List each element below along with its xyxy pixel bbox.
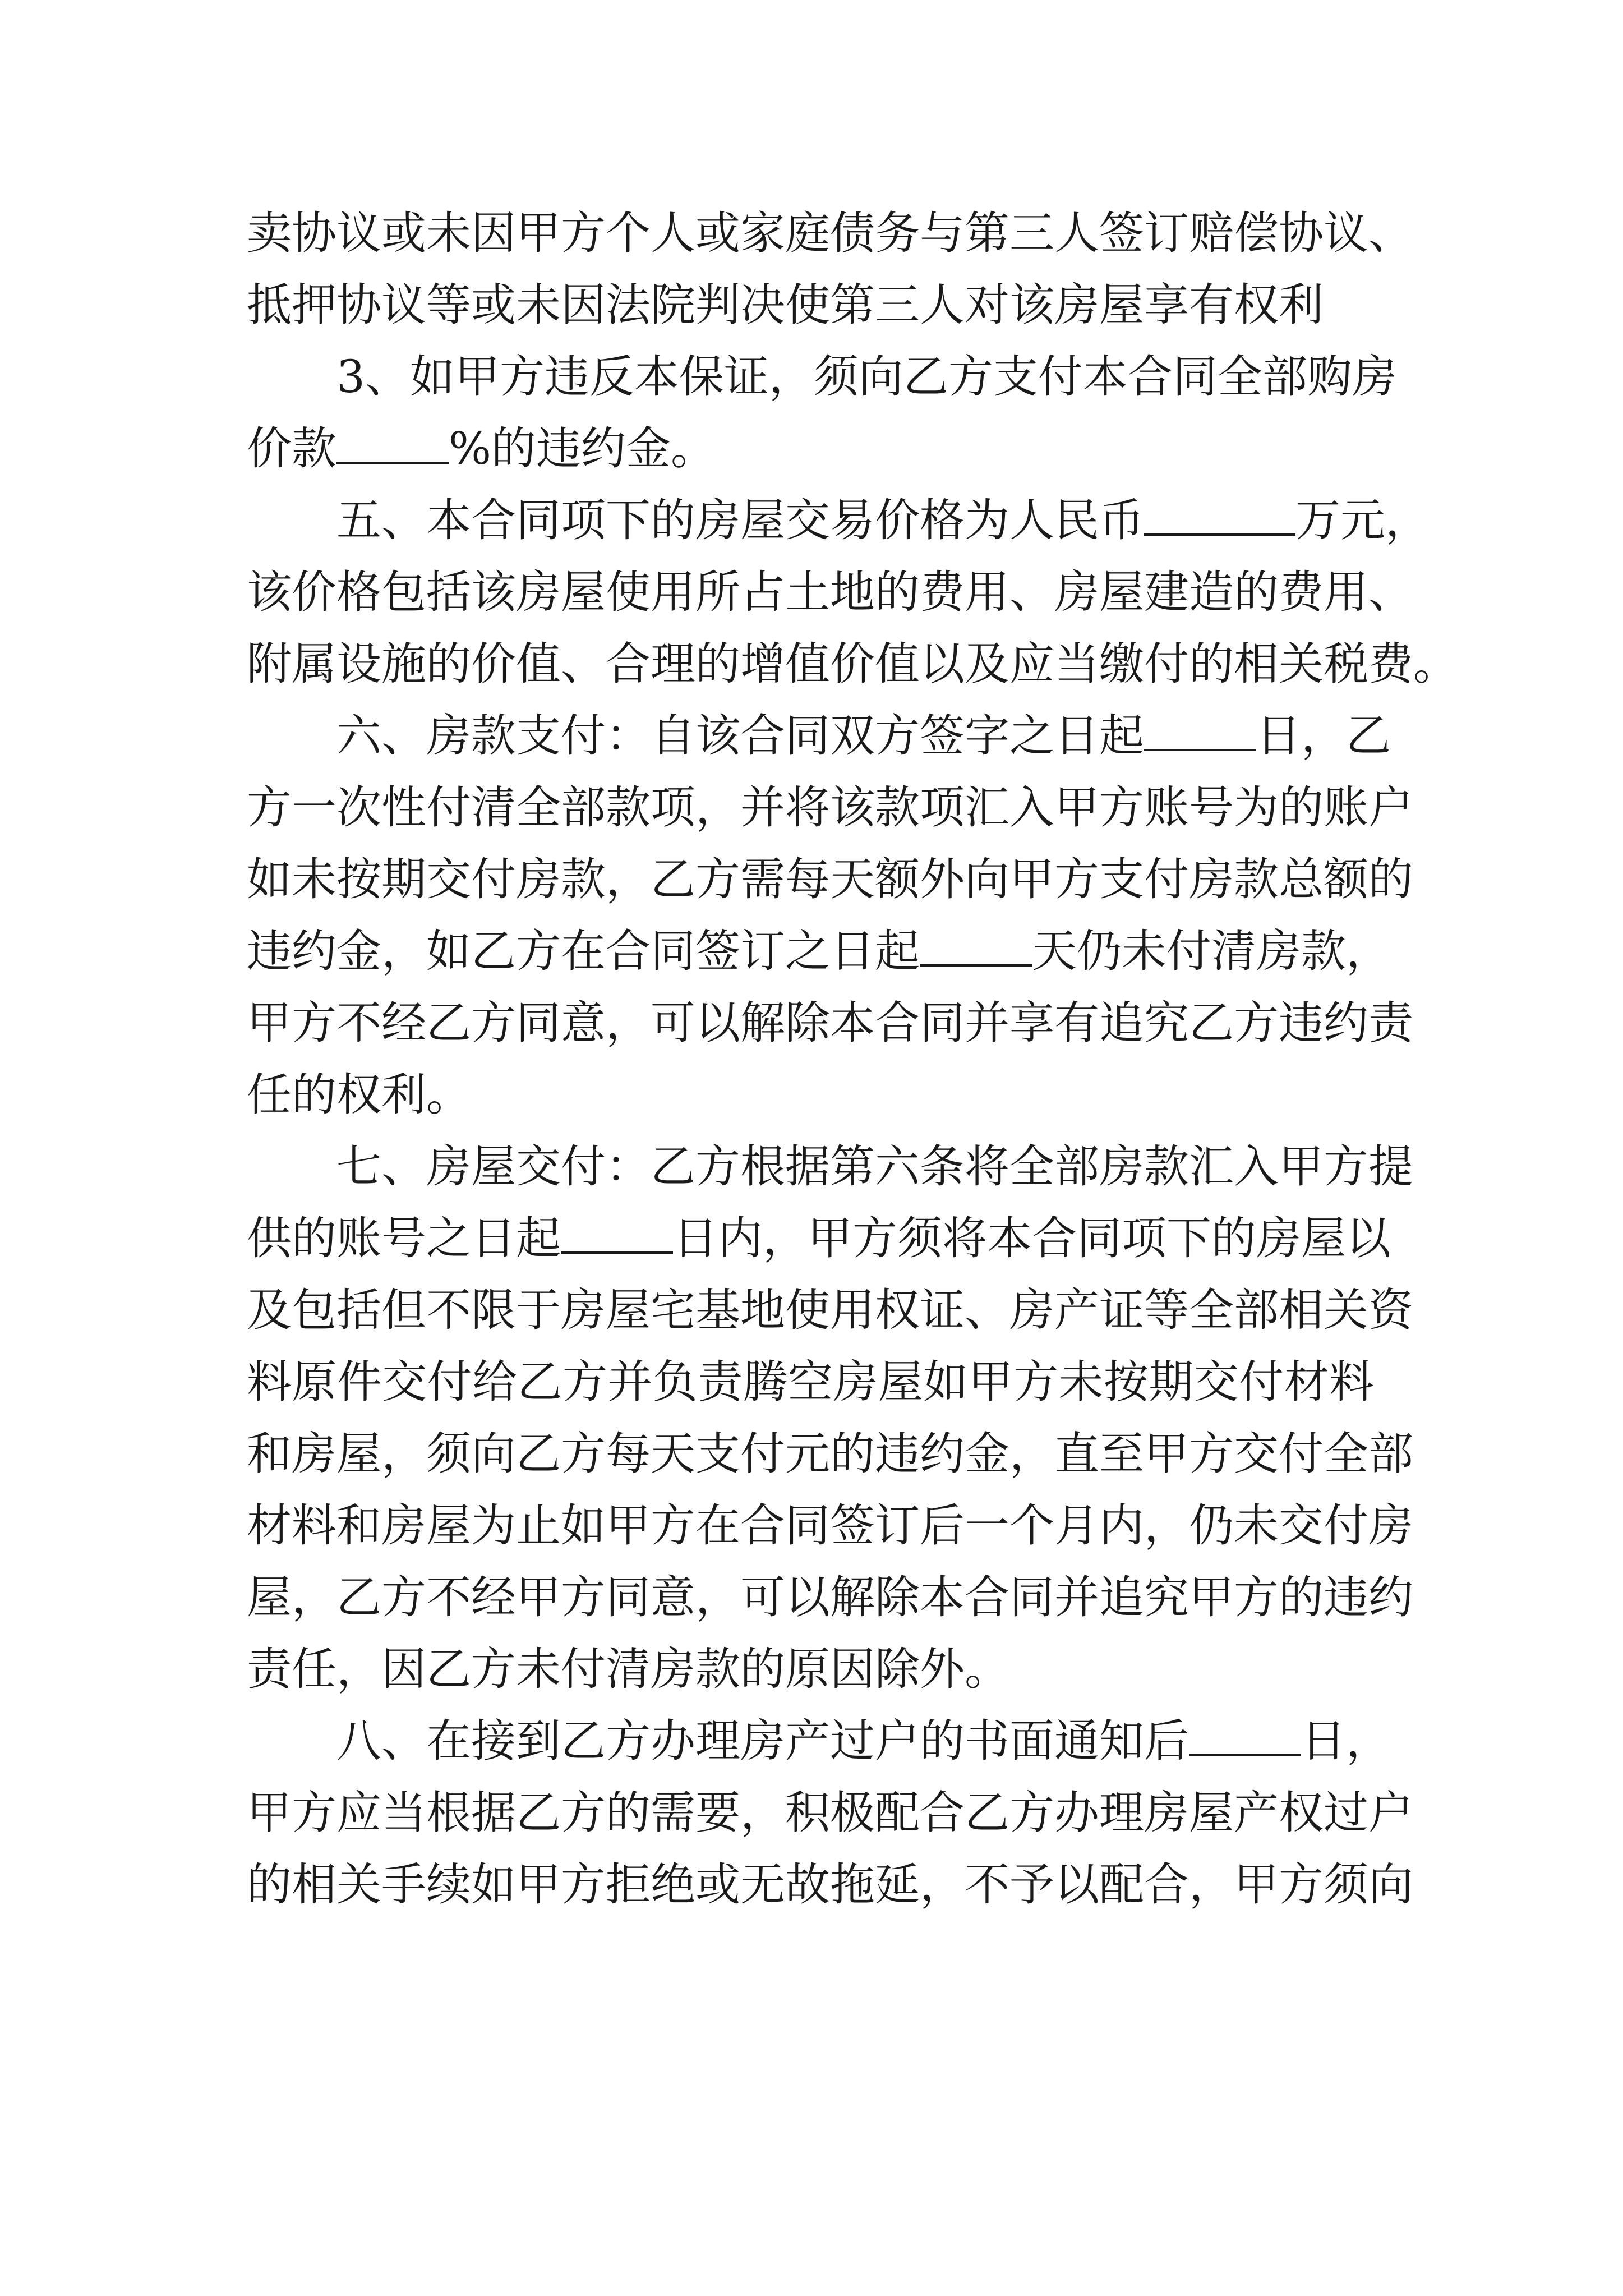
fill-blank bbox=[1144, 710, 1256, 751]
document-body bbox=[247, 197, 1458, 1921]
paragraph-line: 的相关手续如甲方拒绝或无故拖延，不予以配合，甲方须向 bbox=[247, 1858, 1413, 1911]
fill-blank bbox=[336, 422, 449, 464]
paragraph-line: 该价格包括该房屋使用所占土地的费用、房屋建造的费用、 bbox=[247, 566, 1413, 618]
paragraph-line: 价款 %的违约金。 bbox=[247, 422, 716, 475]
paragraph-line: 六、房款支付：自该合同双方签字之日起 日，乙 bbox=[336, 710, 1391, 762]
paragraph-line: 附属设施的价值、合理的增值价值以及应当缴付的相关税费。 bbox=[247, 638, 1458, 690]
fill-blank bbox=[920, 925, 1032, 967]
fill-blank bbox=[561, 1212, 673, 1254]
paragraph-line: 和房屋，须向乙方每天支付元的违约金，直至甲方交付全部 bbox=[247, 1428, 1413, 1480]
paragraph-line: 卖协议或未因甲方个人或家庭债务与第三人签订赔偿协议、 bbox=[247, 207, 1413, 259]
paragraph-line: 甲方应当根据乙方的需要，积极配合乙方办理房屋产权过户 bbox=[247, 1787, 1413, 1839]
paragraph-line: 五、本合同项下的房屋交易价格为人民币 万元， bbox=[336, 494, 1430, 546]
paragraph-line: 责任，因乙方未付清房款的原因除外。 bbox=[247, 1643, 1009, 1695]
paragraph-line: 屋，乙方不经甲方同意，可以解除本合同并追究甲方的违约 bbox=[247, 1571, 1413, 1623]
paragraph-line: 甲方不经乙方同意，可以解除本合同并享有追究乙方违约责 bbox=[247, 997, 1413, 1049]
paragraph-line: 七、房屋交付：乙方根据第六条将全部房款汇入甲方提 bbox=[336, 1140, 1413, 1193]
paragraph-line: 违约金，如乙方在合同签订之日起 天仍未付清房款， bbox=[247, 925, 1391, 977]
fill-blank bbox=[1189, 1715, 1301, 1756]
paragraph-line: 任的权利。 bbox=[247, 1069, 471, 1121]
paragraph-line: 料原件交付给乙方并负责腾空房屋如甲方未按期交付材料 bbox=[247, 1356, 1374, 1408]
paragraph-line: 八、在接到乙方办理房产过户的书面通知后 日， bbox=[336, 1715, 1391, 1767]
paragraph-line: 如未按期交付房款，乙方需每天额外向甲方支付房款总额的 bbox=[247, 853, 1413, 905]
paragraph-line: 抵押协议等或未因法院判决使第三人对该房屋享有权利 bbox=[247, 279, 1324, 331]
paragraph-line: 供的账号之日起 日内，甲方须将本合同项下的房屋以 bbox=[247, 1212, 1391, 1264]
fill-blank bbox=[1144, 494, 1295, 536]
paragraph-line: 方一次性付清全部款项，并将该款项汇入甲方账号为的账户 bbox=[247, 781, 1413, 834]
paragraph-line: 3、如甲方违反本保证，须向乙方支付本合同全部购房 bbox=[336, 351, 1397, 403]
paragraph-line: 材料和房屋为止如甲方在合同签订后一个月内，仍未交付房 bbox=[247, 1499, 1413, 1552]
paragraph-line: 及包括但不限于房屋宅基地使用权证、房产证等全部相关资 bbox=[247, 1284, 1413, 1336]
